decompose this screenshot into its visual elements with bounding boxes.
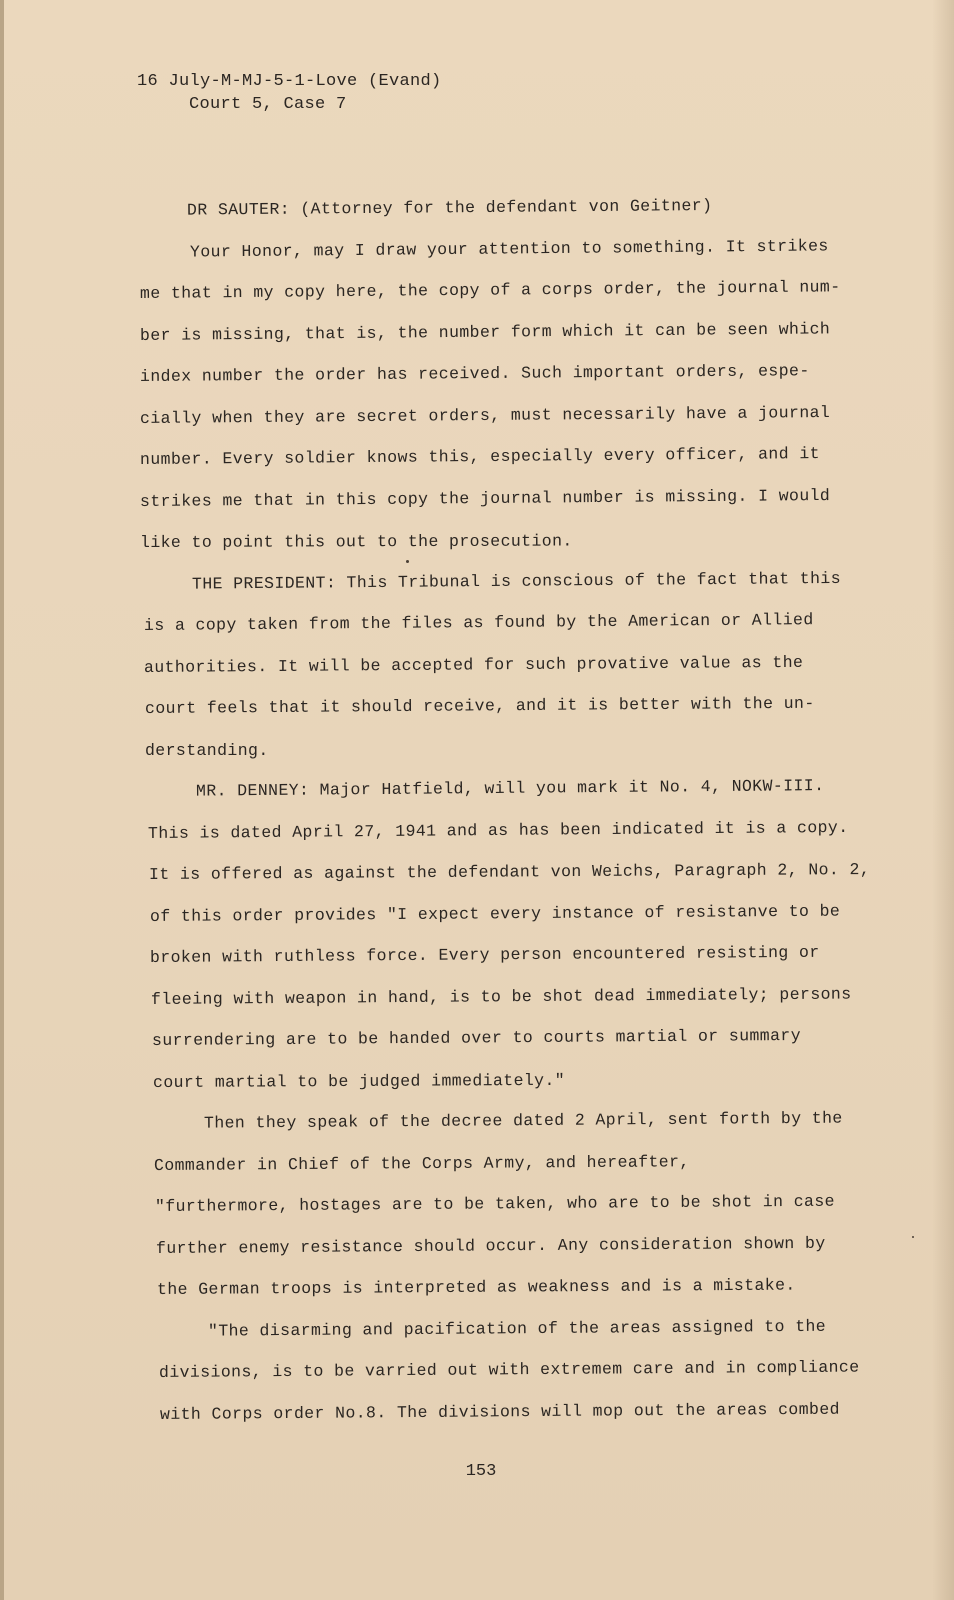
transcript-line: "The disarming and pacification of the areas assigned to the [207, 1316, 827, 1341]
transcript-line: with Corps order No.8. The divisions will mop out the areas combed [159, 1399, 840, 1424]
transcript-line: MR. DENNEY: Major Hatfield, will you mark it No. 4, NOKW-III. [195, 776, 825, 801]
page-number: 153 [465, 1462, 497, 1481]
transcript-line: like to point this out to the prosecution. [139, 531, 573, 552]
transcript-line: fleeing with weapon in hand, is to be shot dead immediately; persons [150, 983, 852, 1009]
transcript-line: is a copy taken from the files as found by the American or Allied [143, 610, 814, 635]
transcript-line: surrendering are to be handed over to courts martial or summary [151, 1025, 802, 1050]
transcript-line: the German troops is interpreted as weakness and is a mistake. [156, 1275, 796, 1299]
transcript-line: Commander in Chief of the Corps Army, and hereafter, [153, 1151, 690, 1175]
transcript-line: court martial to be judged immediately." [152, 1070, 566, 1092]
transcript-line: broken with ruthless force. Every person encountered resisting or [149, 942, 820, 967]
transcript-line: ber is missing, that is, the number form which it can be seen which [139, 318, 831, 345]
paper-speck [406, 560, 409, 563]
transcript-line: Your Honor, may I draw your attention to something. It strikes [189, 235, 829, 262]
transcript-body [139, 190, 871, 1435]
transcript-line: Then they speak of the decree dated 2 April, sent forth by the [203, 1108, 843, 1133]
transcript-line: number. Every soldier knows this, especially every officer, and it [139, 444, 820, 469]
page-edge-shadow [932, 0, 954, 1600]
transcript-line: cially when they are secret orders, must necessarily have a journal [139, 402, 831, 428]
transcript-line: of this order provides "I expect every instance of resistanve to be [149, 901, 841, 926]
transcript-line: divisions, is to be varried out with extremem care and in compliance [158, 1357, 860, 1382]
transcript-line: THE PRESIDENT: This Tribunal is conscious of the fact that this [191, 568, 842, 594]
header-court-case: Court 5, Case 7 [189, 95, 347, 114]
transcript-line: DR SAUTER: (Attorney for the defendant von Geitner) [186, 195, 713, 220]
transcript-line: derstanding. [145, 740, 269, 760]
transcript-line: It is offered as against the defendant von Weichs, Paragraph 2, No. 2, [148, 859, 871, 884]
transcript-line: "furthermore, hostages are to be taken, who are to be shot in case [154, 1191, 835, 1216]
transcript-line: court feels that it should receive, and it is better with the un- [144, 693, 815, 718]
paper-speck [912, 1236, 914, 1238]
transcript-line: strikes me that in this copy the journal number is missing. I would [139, 485, 831, 511]
transcript-line: This is dated April 27, 1941 and as has been indicated it is a copy. [147, 817, 849, 843]
transcript-line: authorities. It will be accepted for such provative value as the [143, 652, 804, 677]
transcript-line: index number the order has received. Such important orders, espe- [139, 361, 810, 386]
transcript-line: me that in my copy here, the copy of a corps order, the journal num- [139, 277, 841, 303]
header-case-reference: 16 July-M-MJ-5-1-Love (Evand) [137, 72, 442, 91]
transcript-line: further enemy resistance should occur. Any consideration shown by [155, 1233, 826, 1258]
